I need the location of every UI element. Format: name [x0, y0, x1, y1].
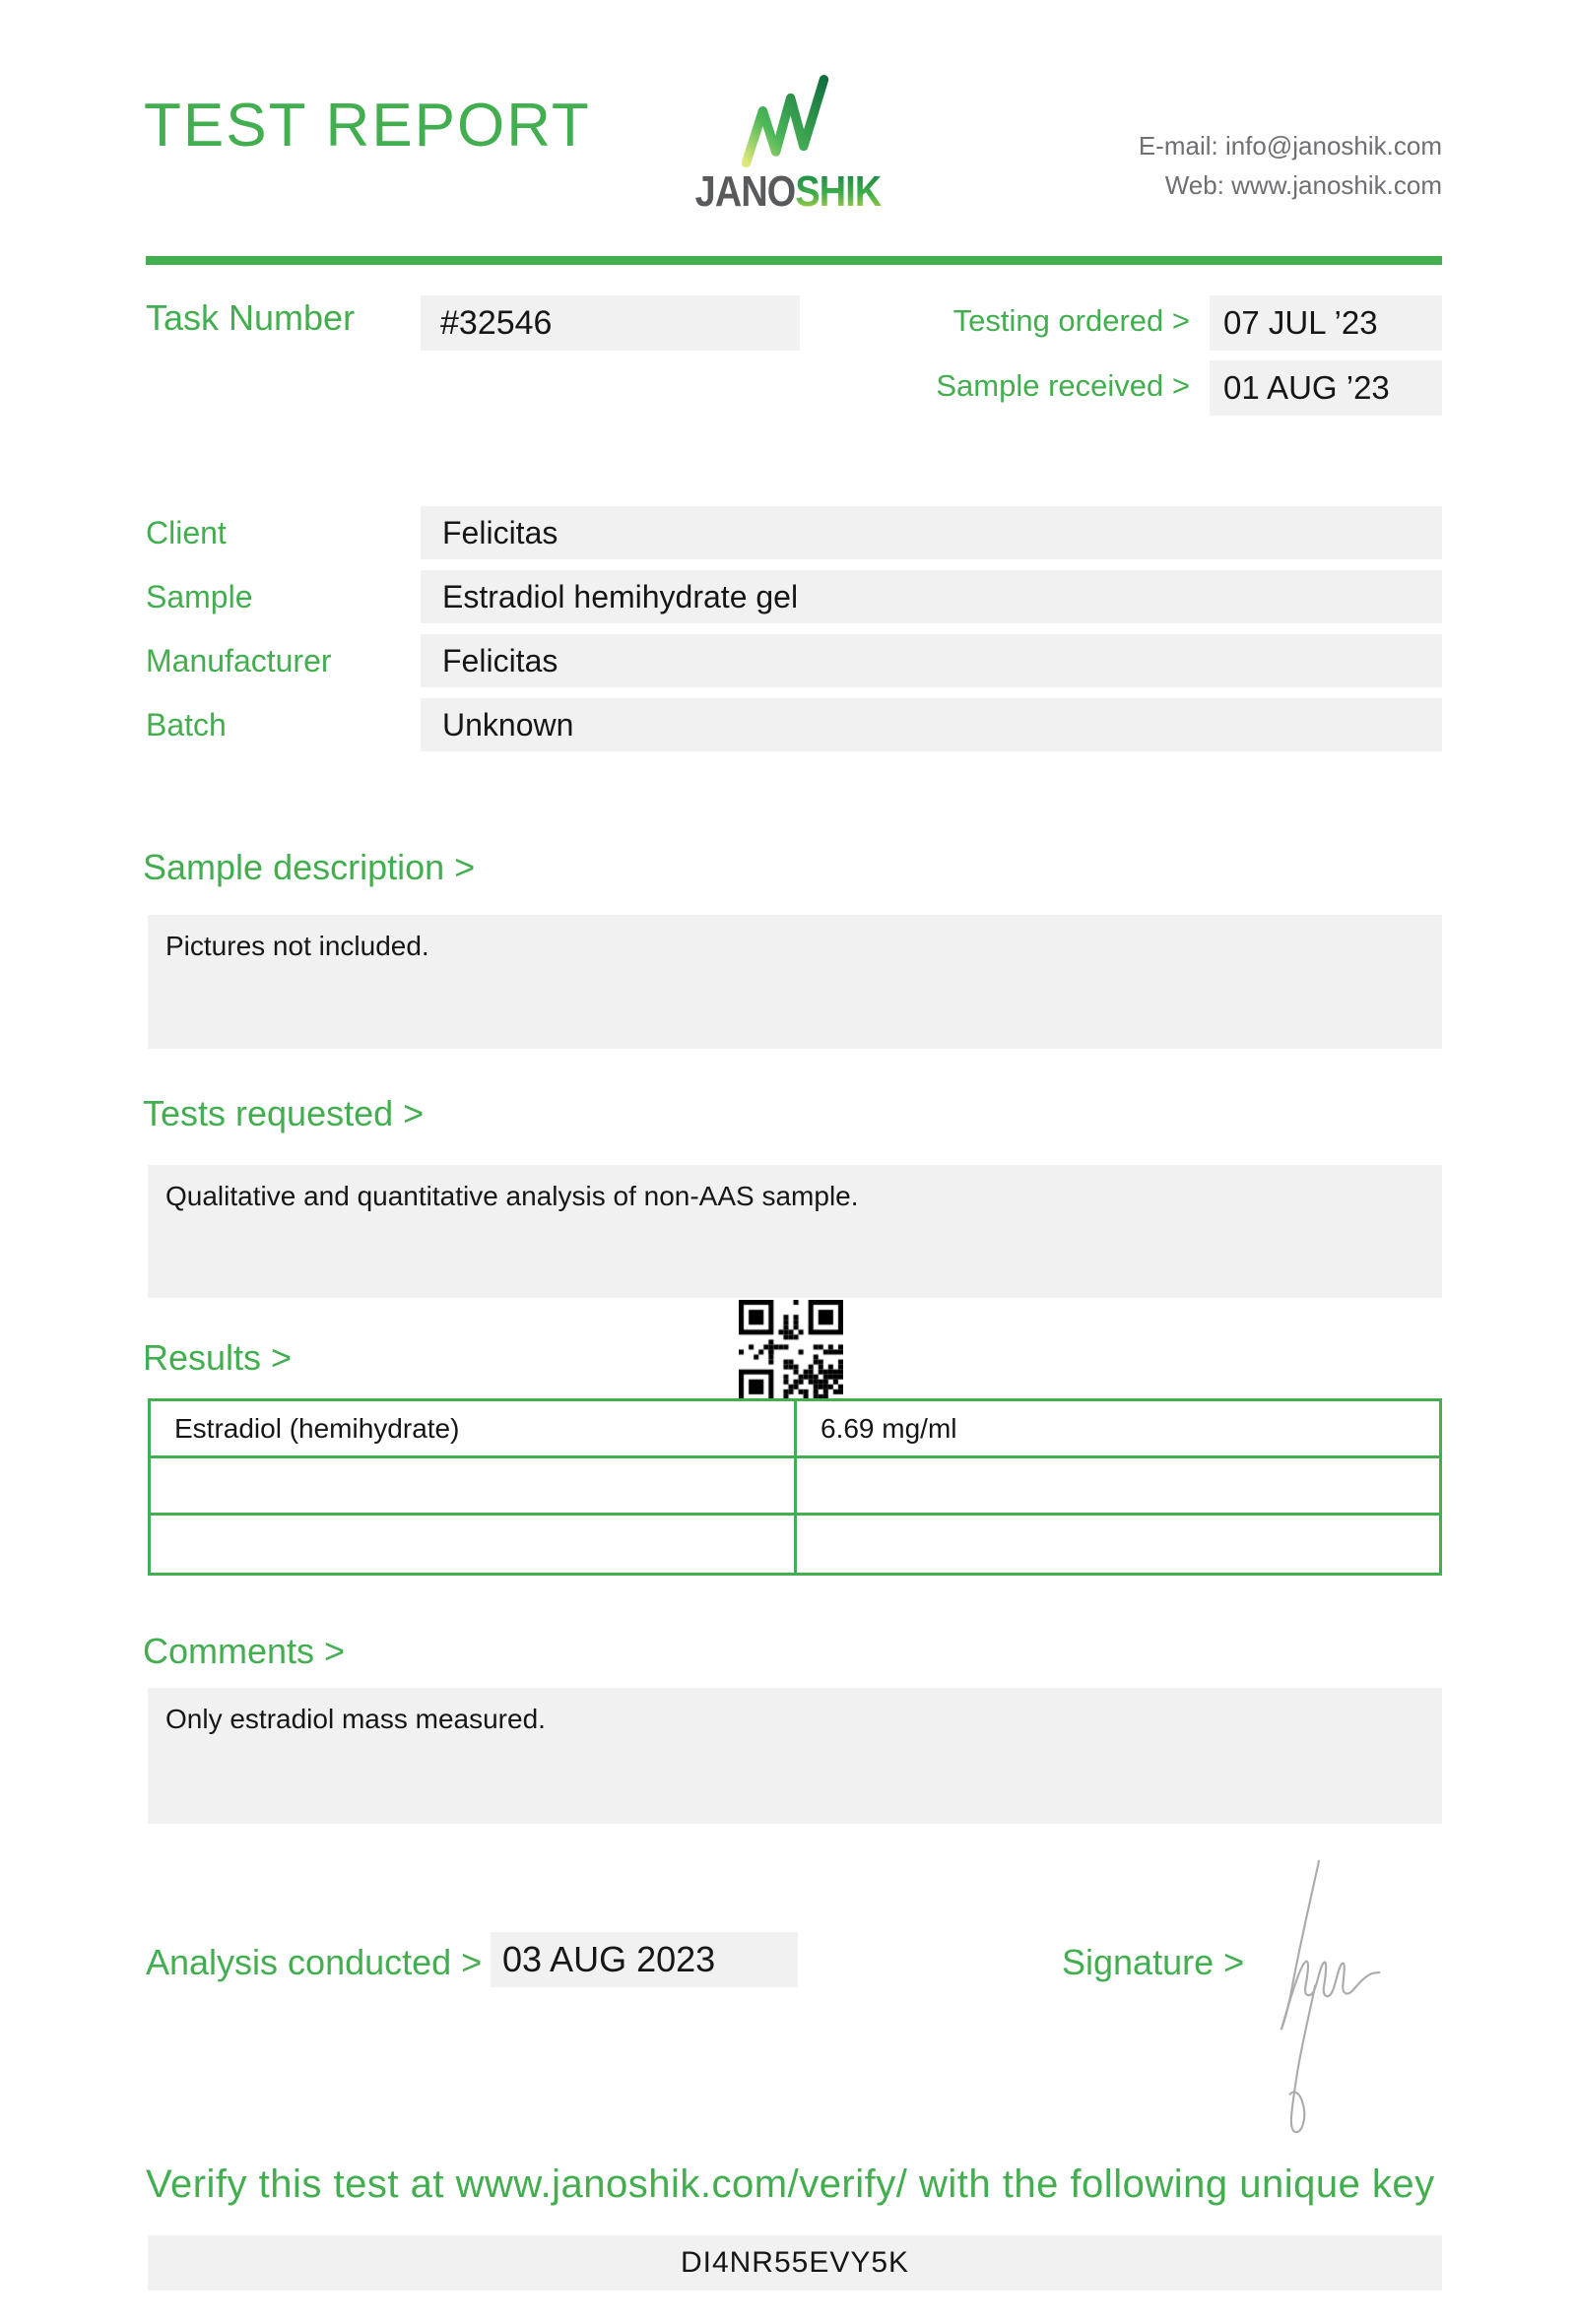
sample-value-box [421, 570, 1442, 623]
task-number-label: Task Number [146, 297, 356, 338]
testing-ordered-box [1210, 295, 1442, 351]
sample-label: Sample [146, 579, 253, 614]
sample-received-box [1210, 360, 1442, 416]
result-analyte-cell: Estradiol (hemihydrate) [151, 1401, 797, 1455]
manufacturer-value: Felicitas [442, 643, 558, 678]
results-table [148, 1398, 1442, 1576]
sample-description-box [148, 915, 1442, 1049]
contact-web: Web: www.janoshik.com [1164, 170, 1442, 200]
sample-description-text: Pictures not included. [165, 931, 429, 961]
signature-label: Signature > [1062, 1942, 1245, 1982]
results-heading: Results > [143, 1337, 293, 1378]
client-value-box [421, 506, 1442, 559]
client-label: Client [146, 515, 227, 550]
results-row [151, 1458, 1439, 1516]
result-value-cell: 6.69 mg/ml [821, 1413, 957, 1444]
qr-code [739, 1300, 843, 1404]
batch-value-box [421, 698, 1442, 751]
batch-value: Unknown [442, 707, 574, 742]
growth-chart-icon [739, 73, 831, 176]
sample-value: Estradiol hemihydrate gel [442, 579, 799, 614]
analysis-conducted-label: Analysis conducted > [146, 1942, 483, 1982]
manufacturer-value-box [421, 634, 1442, 687]
verify-key: DI4NR55EVY5K [680, 2246, 910, 2279]
brand-jano: JANO [694, 167, 796, 216]
verify-instruction: Verify this test at www.janoshik.com/verify/ with the following unique key [146, 2163, 1435, 2206]
tests-requested-box [148, 1165, 1442, 1298]
result-analyte-cell [151, 1458, 797, 1513]
contact-block [1139, 126, 1442, 205]
page-title: TEST REPORT [144, 92, 591, 160]
sample-description-heading: Sample description > [143, 847, 476, 887]
tests-requested-text: Qualitative and quantitative analysis of non-AAS sample. [165, 1181, 859, 1211]
header-rule [146, 256, 1442, 265]
signature-image [1269, 1853, 1446, 2165]
result-value-cell [797, 1458, 1439, 1513]
sample-received-date: 01 AUG ’23 [1223, 369, 1390, 406]
contact-email: E-mail: info@janoshik.com [1138, 131, 1442, 161]
tests-requested-heading: Tests requested > [143, 1093, 425, 1133]
testing-ordered-date: 07 JUL ’23 [1223, 304, 1378, 341]
results-row [151, 1401, 1439, 1458]
brand-shik: SHIK [795, 167, 882, 216]
analysis-date: 03 AUG 2023 [502, 1939, 716, 1979]
result-value-cell [797, 1516, 1439, 1573]
sample-received-label: Sample received > [936, 368, 1190, 403]
task-number-box [421, 295, 800, 351]
comments-heading: Comments > [143, 1631, 346, 1671]
verify-key-box [148, 2235, 1442, 2291]
task-number-value: #32546 [440, 304, 553, 342]
batch-label: Batch [146, 707, 227, 742]
client-value: Felicitas [442, 515, 558, 550]
testing-ordered-label: Testing ordered > [952, 303, 1190, 338]
brand-name [644, 167, 932, 217]
comments-box [148, 1688, 1442, 1824]
comments-text: Only estradiol mass measured. [165, 1704, 546, 1734]
result-analyte-cell [151, 1516, 797, 1573]
results-row [151, 1516, 1439, 1573]
analysis-date-box [491, 1932, 798, 1987]
manufacturer-label: Manufacturer [146, 643, 332, 678]
